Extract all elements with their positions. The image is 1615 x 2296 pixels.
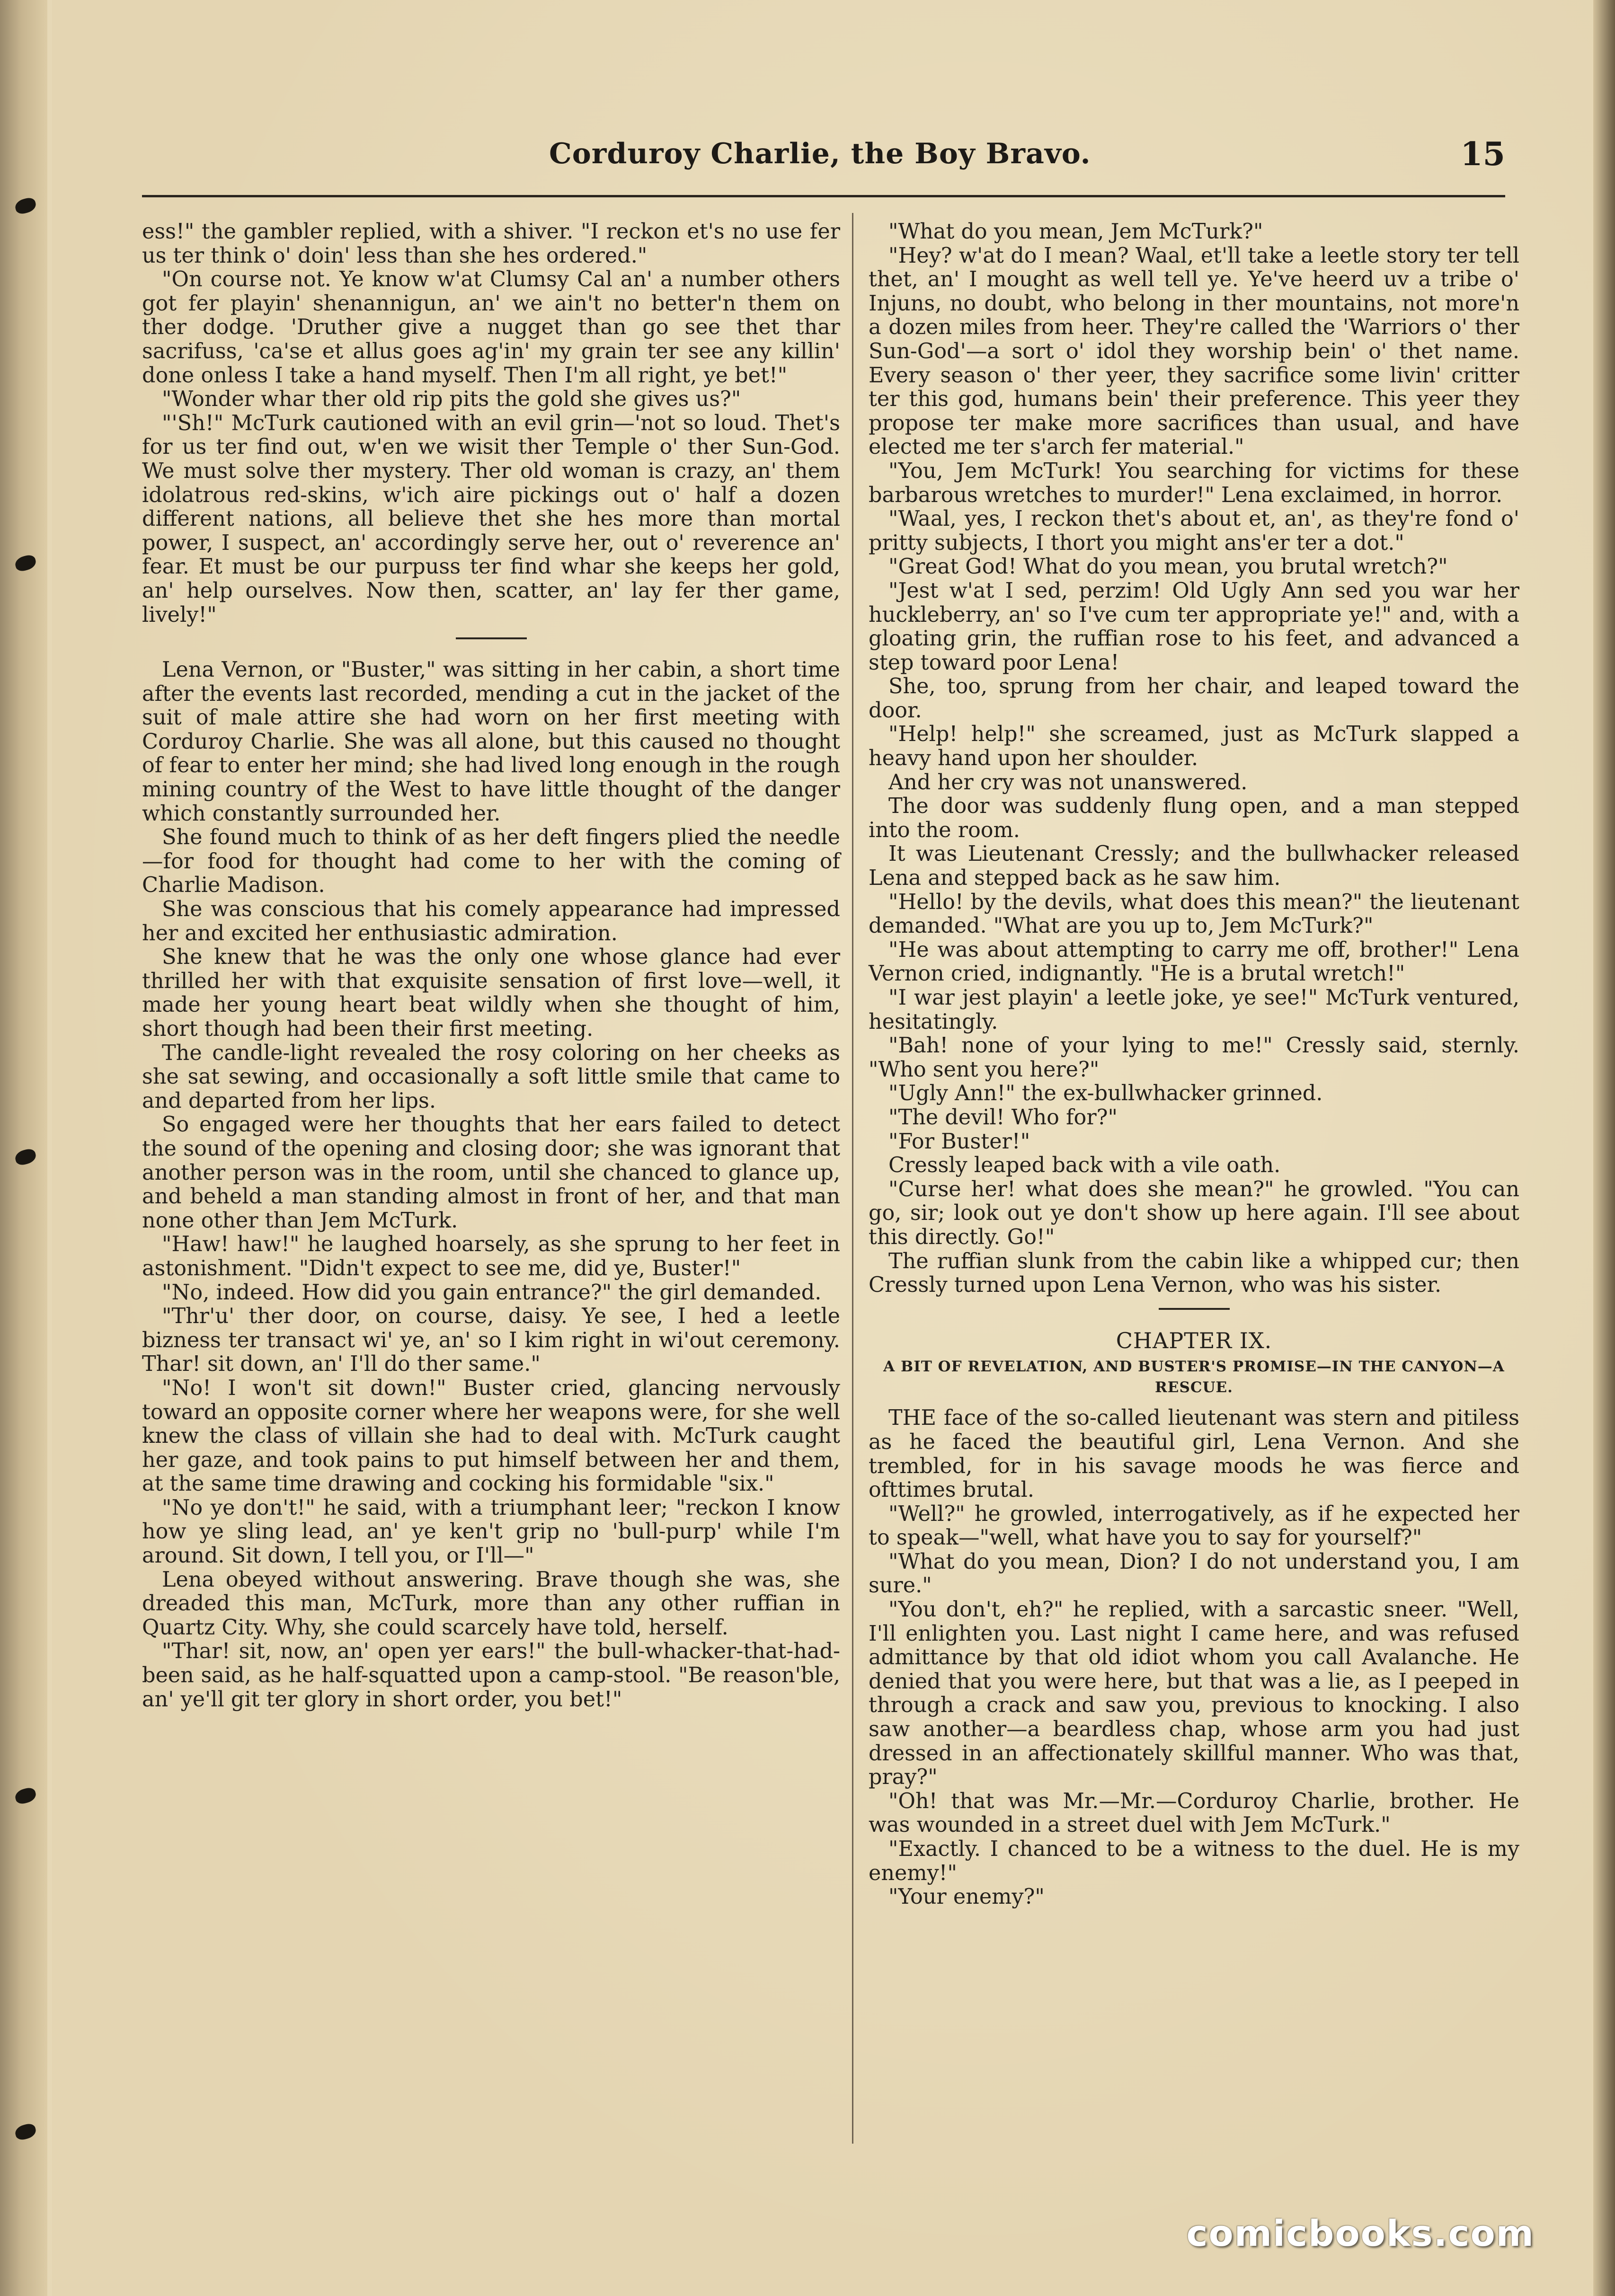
paragraph: "What do you mean, Dion? I do not understand you, I am sure."	[869, 1549, 1519, 1598]
site-watermark: comicbooks.com	[1186, 2212, 1535, 2254]
paragraph: "I war jest playin' a leetle joke, ye see!" McTurk ventured, hesitatingly.	[869, 986, 1519, 1034]
page-binding	[0, 0, 47, 2296]
paragraph: Lena Vernon, or "Buster," was sitting in her cabin, a short time after the events last recorded, mending a cut in the jacket of the suit of male attire she had worn on her first meeting with Corduroy Charlie. She was all alone, but this caused no thought of fear to enter her mind; she had lived long enough in the rough mining country of the West to have little thought of the danger which constantly surrounded her.	[142, 658, 840, 826]
page-edge-shadow	[1593, 0, 1615, 2296]
paragraph: "You, Jem McTurk! You searching for victims for these barbarous wretches to murder!" Lena exclaimed, in horror.	[869, 459, 1519, 507]
left-column	[142, 220, 840, 1712]
paragraph: She found much to think of as her deft fingers plied the needle—for food for thought had come to her with the coming of Charlie Madison.	[142, 825, 840, 898]
paragraph: She knew that he was the only one whose glance had ever thrilled her with that exquisite sensation of first love—well, it made her young heart beat wildly when she thought of him, short though had been their first meeting.	[142, 945, 840, 1041]
binding-stitch	[14, 2122, 37, 2141]
paragraph: "For Buster!"	[888, 1129, 1030, 1154]
paragraph: "Waal, yes, I reckon thet's about et, an', as they're fond o' pritty subjects, I thort you might ans'er ter a dot."	[869, 507, 1519, 555]
paragraph: "Well?" he growled, interrogatively, as if he expected her to speak—"well, what have you to say for yourself?"	[869, 1501, 1519, 1550]
header-rule	[142, 195, 1505, 197]
paragraph: "'Sh!" McTurk cautioned with an evil grin—'not so loud. Thet's for us ter find out, w'en we wisit ther Temple o' ther Sun-God. We must solve ther mystery. Ther old woman is crazy, an' them idolatrous red-skins, w'ich aire pickings out o' half a dozen different nations, all believe thet she hes more than mortal power, I suspect, an' accordingly serve her, out o' reverence an' fear. Et must be our purpuss ter find whar she keeps her gold, an' help ourselves. Now then, scatter, an' lay fer ther game, lively!"	[142, 411, 840, 627]
section-separator	[1159, 1308, 1230, 1310]
paragraph: "Thr'u' ther door, on course, daisy. Ye see, I hed a leetle bizness ter transact wi' ye, an' so I kim right in wi'out ceremony. Thar! sit down, an' I'll do ther same."	[142, 1304, 840, 1377]
paragraph: The candle-light revealed the rosy coloring on her cheeks as she sat sewing, and occasionally a soft little smile that came to and departed from her lips.	[142, 1041, 840, 1113]
paragraph: "Your enemy?"	[888, 1885, 1045, 1909]
paragraph: And her cry was not unanswered.	[888, 770, 1248, 795]
right-column	[869, 220, 1519, 1909]
paragraph: "Thar! sit, now, an' open yer ears!" the bull-whacker-that-had-been said, as he half-squatted upon a camp-stool. "Be reason'ble, an' ye'll git ter glory in short order, you bet!"	[142, 1639, 840, 1712]
paragraph: Lena obeyed without answering. Brave though she was, she dreaded this man, McTurk, more than any other ruffian in Quartz City. Why, she could scarcely have told, herself.	[142, 1567, 840, 1640]
paragraph: She was conscious that his comely appearance had impressed her and excited her enthusiastic admiration.	[142, 897, 840, 945]
section-separator	[456, 637, 527, 639]
paragraph: "Hello! by the devils, what does this mean?" the lieutenant demanded. "What are you up to, Jem McTurk?"	[869, 890, 1519, 938]
paragraph: So engaged were her thoughts that her ears failed to detect the sound of the opening and closing door; she was ignorant that another person was in the room, until she chanced to glance up, and beheld a man standing almost in front of her, and that man none other than Jem McTurk.	[142, 1113, 840, 1233]
paragraph: "Hey? w'at do I mean? Waal, et'll take a leetle story ter tell thet, an' I mought as well tell ye. Ye've heerd uv a tribe o' Injuns, no doubt, who belong in ther mountains, not more'n a dozen miles from heer. They're called the 'Warriors o' ther Sun-God'—a sort o' idol they worship bein' o' thet name. Every season o' ther yeer, they sacrifice some livin' critter ter this god, humans bein' their preference. This yeer they propose ter make more sacrifices than usual, and have elected me ter s'arch fer material."	[869, 243, 1519, 459]
paragraph: It was Lieutenant Cressly; and the bullwhacker released Lena and stepped back as he saw him.	[869, 842, 1519, 891]
paragraph: ess!" the gambler replied, with a shiver. "I reckon et's no use fer us ter think o' doin' less than she hes ordered."	[142, 220, 840, 268]
chapter-summary: A BIT OF REVELATION, AND BUSTER'S PROMISE—IN THE CANYON—A RESCUE.	[883, 1358, 1505, 1396]
paragraph: "He was about attempting to carry me off, brother!" Lena Vernon cried, indignantly. "He is a brutal wretch!"	[869, 937, 1519, 986]
paragraph: "The devil! Who for?"	[888, 1105, 1118, 1130]
paragraph: "Oh! that was Mr.—Mr.—Corduroy Charlie, brother. He was wounded in a street duel with Jem McTurk."	[869, 1789, 1519, 1837]
paragraph: Cressly leaped back with a vile oath.	[888, 1153, 1281, 1178]
binding-stitch	[14, 196, 37, 215]
paragraph: "What do you mean, Jem McTurk?"	[888, 220, 1263, 244]
chapter-title: CHAPTER IX.	[1116, 1327, 1272, 1353]
binding-stitch	[14, 1786, 37, 1805]
page-number: 15	[1460, 135, 1505, 173]
paragraph: "Exactly. I chanced to be a witness to the duel. He is my enemy!"	[869, 1837, 1519, 1885]
paragraph: "No ye don't!" he said, with a triumphant leer; "reckon I know how ye sling lead, an' ye ken't grip no 'bull-purp' while I'm around. Sit down, I tell you, or I'll—"	[142, 1495, 840, 1568]
paragraph: The door was suddenly flung open, and a man stepped into the room.	[869, 794, 1519, 842]
paragraph: "No! I won't sit down!" Buster cried, glancing nervously toward an opposite corner where her weapons were, for she well knew the class of villain she had to deal with. McTurk caught her gaze, and took pains to put himself between her and them, at the same time drawing and cocking his formidable "six."	[142, 1376, 840, 1496]
column-divider	[852, 213, 853, 2144]
paragraph: The ruffian slunk from the cabin like a whipped cur; then Cressly turned upon Lena Vernon, who was his sister.	[869, 1249, 1519, 1298]
paragraph: "Jest w'at I sed, perzim! Old Ugly Ann sed you war her huckleberry, an' so I've cum ter appropriate ye!" and, with a gloating grin, the ruffian rose to his feet, and advanced a step toward poor Lena!	[869, 578, 1519, 675]
paragraph: "Help! help!" she screamed, just as McTurk slapped a heavy hand upon her shoulder.	[869, 722, 1519, 771]
paragraph: THE face of the so-called lieutenant was stern and pitiless as he faced the beautiful girl, Lena Vernon. And she trembled, for in his savage moods he was fierce and ofttimes brutal.	[869, 1406, 1519, 1502]
paragraph: "Bah! none of your lying to me!" Cressly said, sternly. "Who sent you here?"	[869, 1033, 1519, 1082]
paragraph: "No, indeed. How did you gain entrance?" the girl demanded.	[162, 1280, 822, 1305]
paragraph: "On course not. Ye know w'at Clumsy Cal an' a number others got fer playin' shenannigun, an' we ain't no better'n them on ther dodge. 'Druther give a nugget than go see thet thar sacrifuss, 'ca'se et allus goes ag'in' my grain ter see any killin' done onless I take a hand myself. Then I'm all right, ye bet!"	[142, 267, 840, 388]
binding-stitch	[14, 1148, 37, 1166]
running-title: Corduroy Charlie, the Boy Bravo.	[549, 137, 1091, 170]
paragraph: "Ugly Ann!" the ex-bullwhacker grinned.	[888, 1081, 1323, 1106]
paragraph: "Wonder whar ther old rip pits the gold she gives us?"	[162, 387, 741, 412]
paragraph: She, too, sprung from her chair, and leaped toward the door.	[869, 674, 1519, 723]
paragraph: "You don't, eh?" he replied, with a sarcastic sneer. "Well, I'll enlighten you. Last night I came here, and was refused admittance by that old idiot whom you call Avalanche. He denied that you were here, but that was a lie, as I peeped in through a crack and saw you, previous to knocking. I also saw another—a beardless chap, whose arm you had just dressed in an affectionately skillful manner. Who was that, pray?"	[869, 1598, 1519, 1790]
running-header	[142, 137, 1515, 185]
binding-stitch	[14, 554, 37, 573]
paragraph: "Curse her! what does she mean?" he growled. "You can go, sir; look out ye don't show up here again. I'll see about this directly. Go!"	[869, 1177, 1519, 1249]
paragraph: "Great God! What do you mean, you brutal wretch?"	[888, 555, 1448, 579]
paragraph: "Haw! haw!" he laughed hoarsely, as she sprung to her feet in astonishment. "Didn't expect to see me, did ye, Buster!"	[142, 1232, 840, 1280]
